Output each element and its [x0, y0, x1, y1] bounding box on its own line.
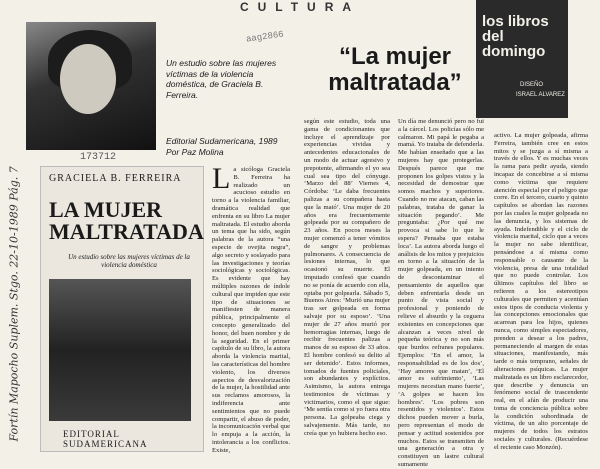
article-headline: “La mujer maltratada”: [328, 43, 462, 96]
author-photo: [26, 22, 156, 150]
book-subtitle: Un estudio sobre las mujeres víctimas de la violencia doméstica: [68, 253, 190, 269]
article-column-2: según este estudio, toda una gama de condicionantes que incluye el aprendizaje por experiencias vividas y antecedentes educacionales de un modo de actuar agresivo y prepotente, afirmando el yo sea cual sea tipo del cónyuge. ‘Marzo del 88’ Viernes 4, Córdoba: ‘Le daba frecuentes palizas a su compañera hasta que la mató’. Una mujer de 20 años era frecuentemente golpeada por su compañero de 23 años. En pocos meses la mujer comenzó a tener vómitos de sangre y problemas pulmonares. A consecuencia de lesiones internas, lo que ocasionó su muerte. El imputado confesó que cuando no se ponía de acuerdo con ella, optaba por golpearla. Sábado 5, Buenos Aires: ‘Murió una mujer tras ser golpeada en forma salvaje por su esposo’. ‘Una mujer de 27 años murió por hemorragias internas, luego de recibir frecuentes palizas a manos de su esposo de 33 años. El hombre confesó su delito al ser detenido’. Estos informes, tomados de fuentes policiales, son abundantes y explícitos. Asimismo, la autora entrega testimonios de víctimas y victimarios, como el que sigue: ‘Me sentía como si yo fuera otra persona. La golpeaba ciega y salvajemente. Más tarde, no creía que yo hubiera hecho eso.: [304, 118, 390, 437]
archive-stamp: aag2866: [245, 29, 285, 45]
photo-caption: Un estudio sobre las mujeres víctimas de la violencia doméstica, de Graciela B. Ferreira.: [166, 58, 277, 100]
badge-design: DISEÑO: [520, 82, 544, 88]
badge-credit: ISRAEL ALVAREZ: [516, 92, 565, 98]
article-column-1: [212, 162, 290, 454]
section-title: CULTURA: [239, 0, 361, 14]
book-cover-art: [49, 279, 191, 421]
photo-face: [60, 44, 116, 114]
article-column-3: Un día me denunció pero no fui a la cárcel. Los policías sólo me calmaron. Mi papá le pegaba a mamá. Yo trataba de defenderla. Me habían enseñado que a las mujeres hay que protegerlas. Después parece que me proponen los golpes vistos y la necesidad de demostrar que somos machos y superiores. Cuando no me atacan, caban las palabras, trataba de ganar la situación pegando’. Me preguntaba: ¿Por qué me provoca si sabe lo que le espera? Pensaba que estaba loca’. La autora aborda luego el análisis de los mitos y prejuicios en torno a la situación de la mujer golpeada, en un intento de descontaminar el pensamiento de aquellos que deben enfrentarla desde un punto de vista social y profesional y poniendo de relieve el absurdo y la ceguera existentes en concepciones que alcanzan a veces nivel de pequeña teórica y no son más que burdos refranes populares. Ejemplos: ‘En el amor, la responsabilidad es de los dos’, ‘Hay amores que matan’, ‘El amor es sufrimiento’, ‘Las mujeres necesitan mano fuerte’, ‘A golpes se hacen los hombres’. ‘Los pobres son resentidos y violentos’. Estos dichos pueden mover a burla, pero representan el modo de pensar y actitud sostenidos por muchos. Estos se transmiten de una generación a otra y constituyen un lastre cultural sumamente: [398, 118, 484, 469]
section-badge: [476, 0, 568, 118]
byline: Por Paz Molina: [166, 146, 224, 157]
handwritten-text: Fortín Mapocho Suplem. Stgo. 22-10-1989 Pág. 7: [7, 166, 21, 442]
column-1-text: a sicóloga Graciela B. Ferreira ha realizado un acucioso estudio en torno a la violencia familiar, dramática realidad que enfrenta en su libro La mujer maltratada. El estudio aborda un tema que ha sido, según palabras de la autora “una especie de ovejita negra”, algo secreto y soslayado para las investigaciones y teorías sociológicas y sociológicas. Es evidente que hay múltiples razones de índole cultural que impiden que este tipo de situaciones se manifiesten de manera pública, principalmente el concepto generalizado del honor, del buen nombre y de la seguridad. En el primer capítulo de su libro, la autora aborda la violencia marital, las características del hombre violento, los diversos aspectos de desvalorización de la mujer, la hostilidad ante sus reclamos amorosos, la indiferencia ante sentimientos que no puede compartir, el abuso de poder, la incomunicación verbal que lo empuja a la acción, la intolerancia a los conflictos. Existe,: [212, 166, 290, 454]
article-column-4: activo. La mujer golpeada, afirma Ferreira, también cree en estos mitos y se juzga a sí misma a través de ellos. Y es muchas veces la rama para pedir ayuda, siendo incapaz de concebirse a sí misma como víctima que requiere atención especial por el peligro que corre. En el tercero, cuarto y quinto capítulos se abordan las razones por las cuales la mujer golpeada no las denuncia, y los sistemas de ayuda. Indefendible y el ciclo de violencia marital, ciclo que a veces la mujer no sabe identificar, pensándose a sí misma como responsable o causante de la violencia, presa de una totalidad que no puede controlar. Los últimos capítulos del libro se refieren a los estereotipos culturales que permiten y acentúan estos tipos de conducta violenta y las concepciones emocionales que acarrean para los hijos, quienes nunca, como simples espectadores, prenden a desear a los padres, permaneciendo al margen de estas situaciones, manifestando, más tarde o más temprano, señales de alteraciones psíquicas. La mujer maltratada es un libro esclarecedor, que describe y denuncia un fenómeno social de trascendente real, en el afán de producir una toma de conciencia pública sobre la condición subordinada de víctima, de un alto porcentaje de mujeres de todos los estratos sociales y culturales. (Recuérdese el reciente caso Monzón).: [494, 132, 588, 451]
archive-number: 173712: [80, 152, 117, 163]
publisher-info: [166, 136, 296, 157]
drop-cap: L: [212, 162, 231, 195]
publisher-line: Editorial Sudamericana, 1989: [166, 136, 278, 146]
book-cover: [40, 166, 204, 452]
badge-title: los libros del domingo: [482, 13, 549, 60]
book-publisher: EDITORIAL SUDAMERICANA: [63, 429, 148, 449]
book-author: GRACIELA B. FERREIRA: [49, 173, 182, 184]
handwritten-note: [2, 140, 26, 450]
book-title: LA MUJER MALTRATADA: [49, 197, 204, 244]
